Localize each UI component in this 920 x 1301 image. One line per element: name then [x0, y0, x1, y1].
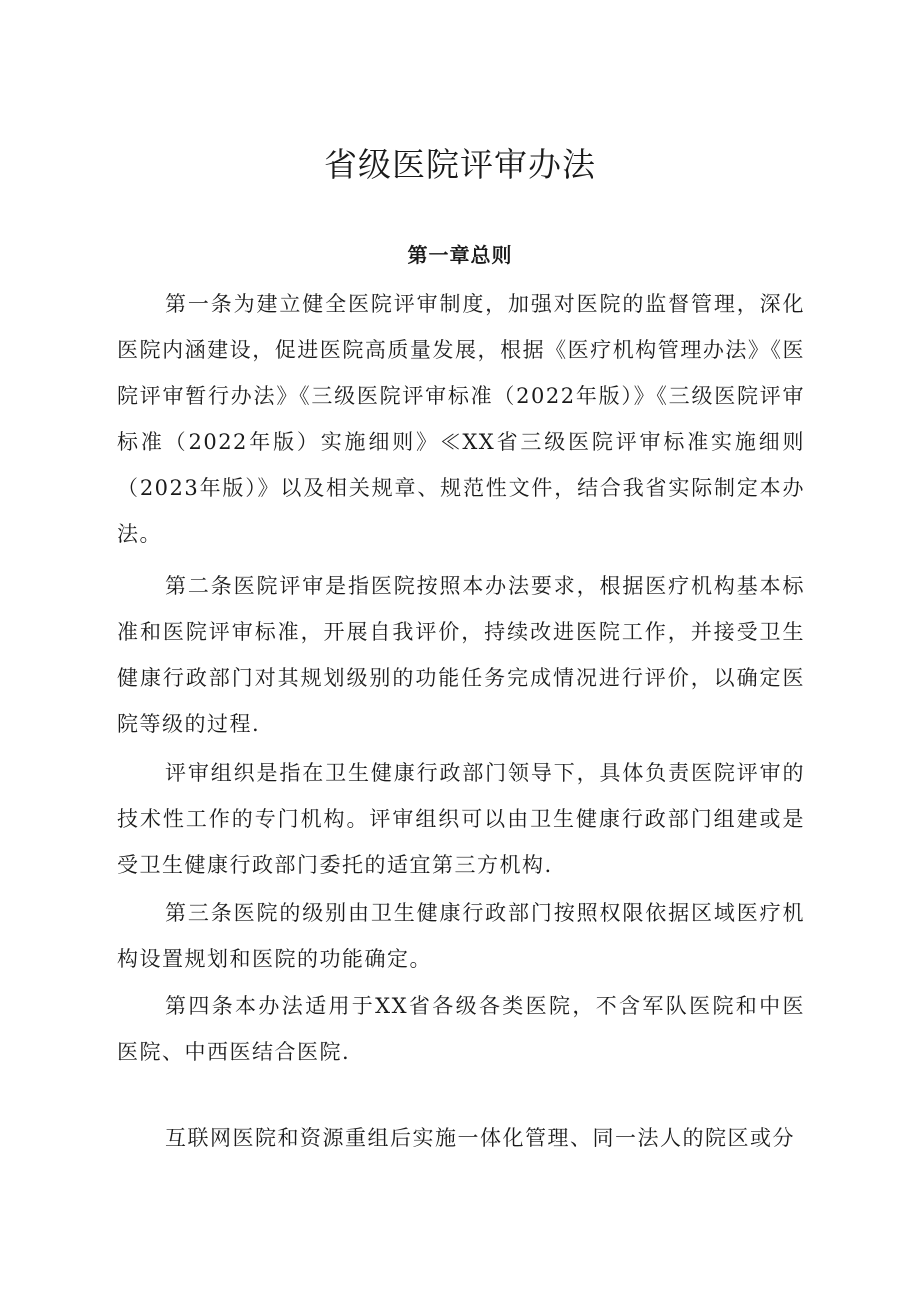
chapter-heading: 第一章总则 [407, 243, 513, 267]
internet-hospital-paragraph: 互联网医院和资源重组后实施一体化管理、同一法人的院区或分 [165, 1126, 795, 1150]
article-1-paragraph: 第一条为建立健全医院评审制度，加强对医院的监督管理，深化医院内涵建设，促进医院高质量发展，根据《医疗机构管理办法》《医院评审暂行办法》《三级医院评审标准（2022年版）》《三级医院评审标准（2022年版）实施细则》≪XX省三级医院评审标准实施细则（2023年版）》以及相关规章、规范性文件，结合我省实际制定本办法。 [117, 292, 805, 546]
document-title: 省级医院评审办法 [324, 145, 596, 184]
article-4-paragraph: 第四条本办法适用于XX省各级各类医院，不含军队医院和中医医院、中西医结合医院. [117, 994, 805, 1064]
article-2-paragraph: 第二条医院评审是指医院按照本办法要求，根据医疗机构基本标准和医院评审标准，开展自我评价，持续改进医院工作，并接受卫生健康行政部门对其规划级别的功能任务完成情况进行评价，以确定医院等级的过程. [117, 574, 805, 736]
article-3-paragraph: 第三条医院的级别由卫生健康行政部门按照权限依据区域医疗机构设置规划和医院的功能确定。 [117, 901, 805, 971]
review-organization-paragraph: 评审组织是指在卫生健康行政部门领导下，具体负责医院评审的技术性工作的专门机构。评审组织可以由卫生健康行政部门组建或是受卫生健康行政部门委托的适宜第三方机构. [117, 761, 805, 877]
